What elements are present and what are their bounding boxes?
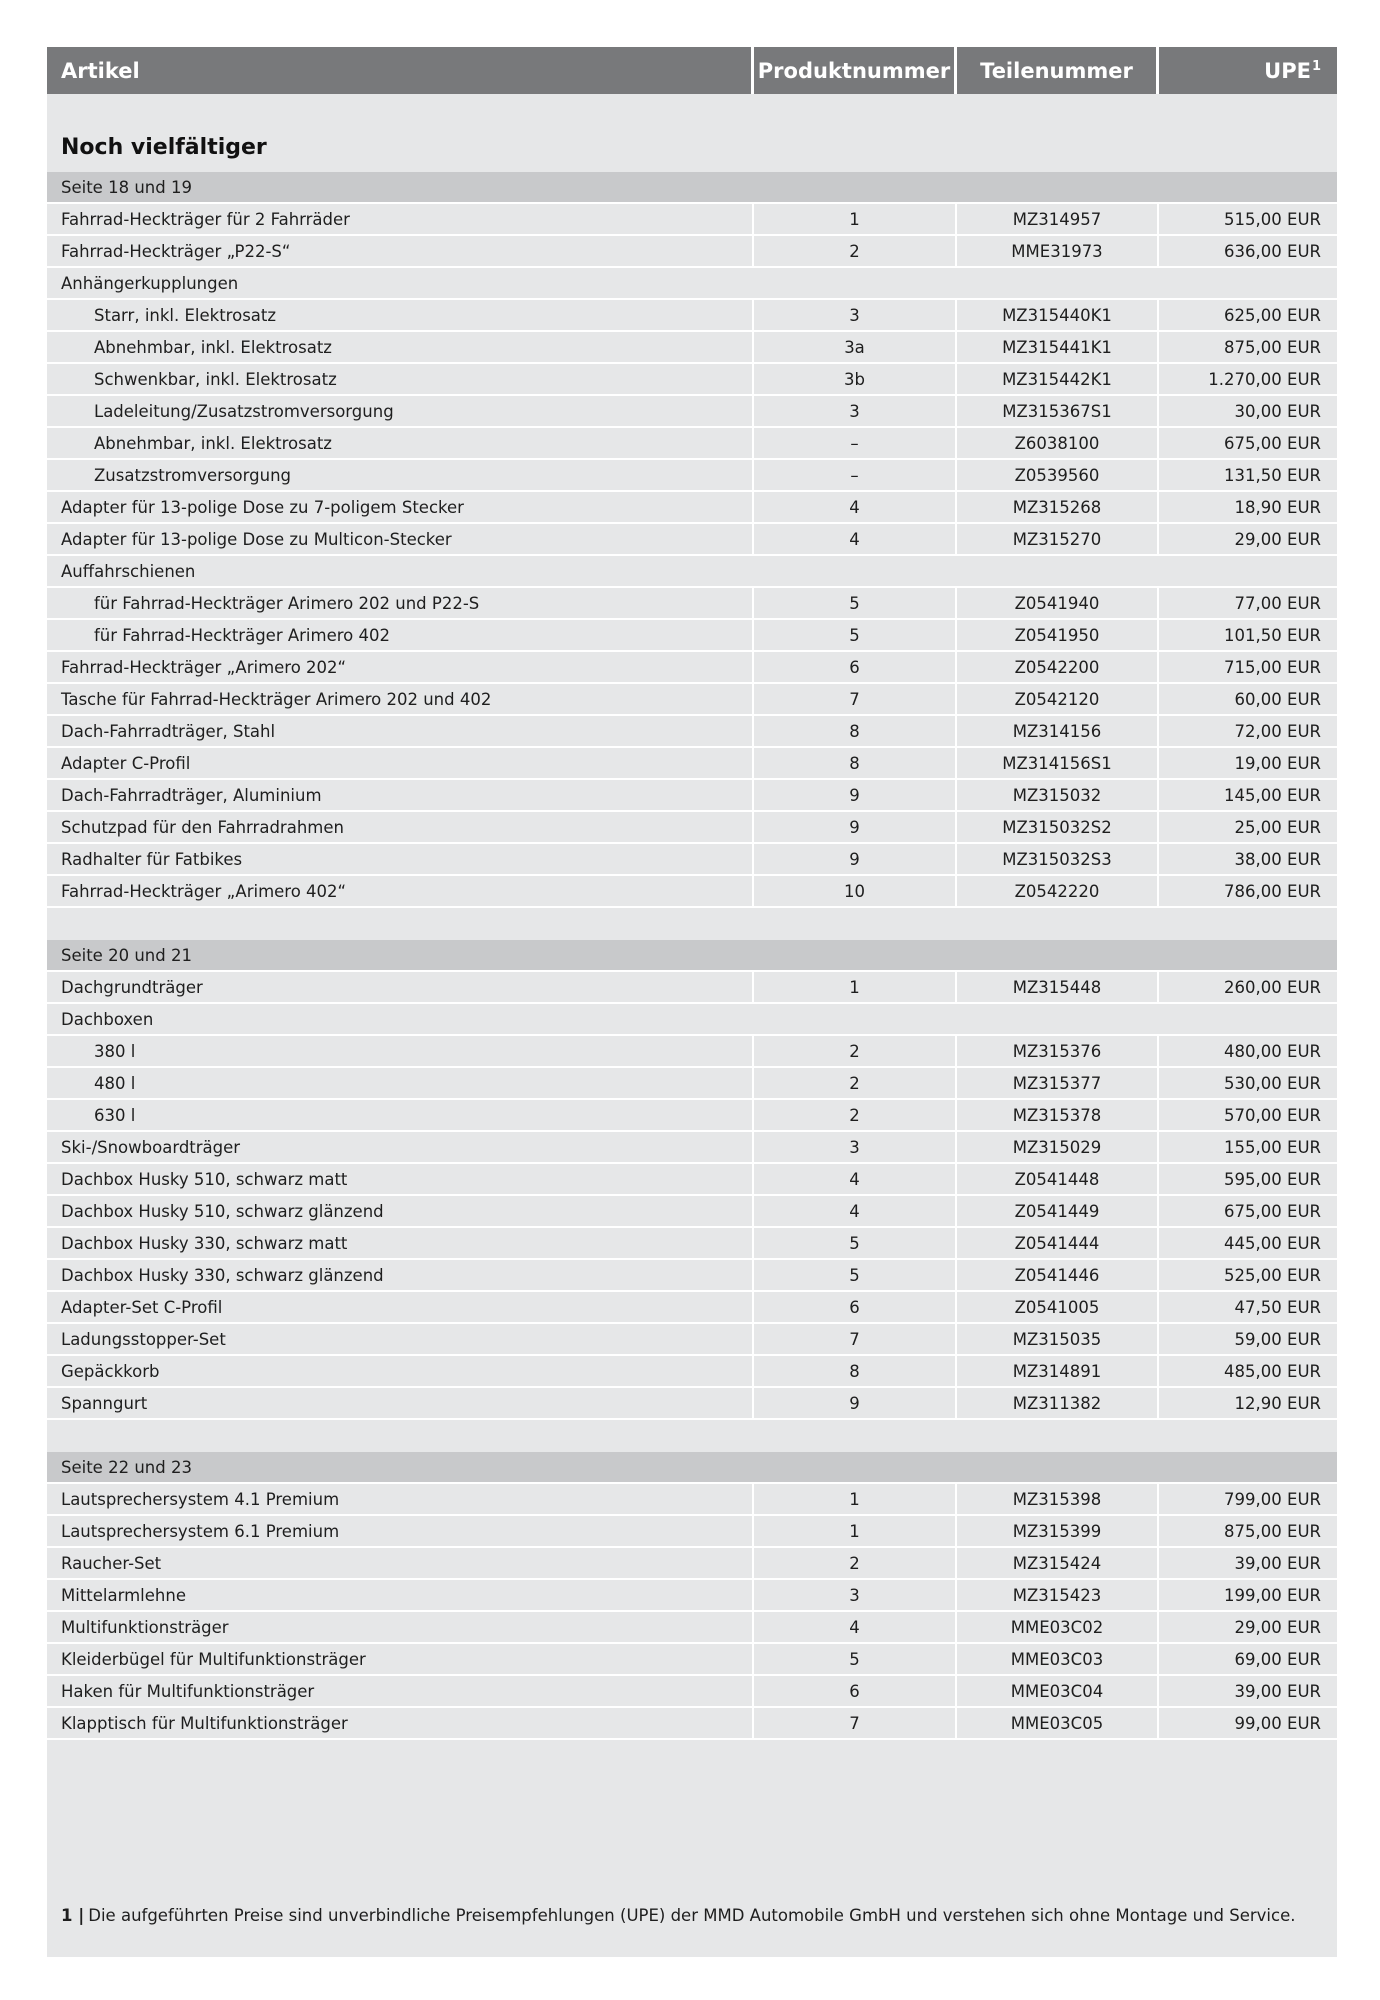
table-row	[47, 300, 1337, 332]
cell-artikel: Ladeleitung/Zusatzstromversorgung	[47, 396, 754, 426]
table-row	[47, 1548, 1337, 1580]
section-heading: Seite 22 und 23	[47, 1452, 1337, 1484]
header-upe-label: UPE	[1264, 58, 1311, 83]
sections-container	[47, 172, 1337, 1740]
cell-teilenummer: MZ315029	[957, 1132, 1159, 1162]
cell-produktnummer: 1	[754, 1516, 957, 1546]
cell-teilenummer: Z0541449	[957, 1196, 1159, 1226]
cell-teilenummer: MZ315032S3	[957, 844, 1159, 874]
cell-produktnummer: 9	[754, 844, 957, 874]
header-upe-footnote-mark: 1	[1311, 59, 1321, 74]
cell-artikel: Tasche für Fahrrad-Heckträger Arimero 202 und 402	[47, 684, 754, 714]
table-row	[47, 620, 1337, 652]
cell-upe: 675,00 EUR	[1224, 1201, 1321, 1221]
table-row	[47, 972, 1337, 1004]
cell-teilenummer: MZ315376	[957, 1036, 1159, 1066]
cell-upe: 485,00 EUR	[1224, 1361, 1321, 1381]
cell-upe: 595,00 EUR	[1224, 1169, 1321, 1189]
cell-artikel: Adapter-Set C-Profil	[47, 1292, 754, 1322]
cell-artikel: für Fahrrad-Heckträger Arimero 402	[47, 620, 754, 650]
cell-upe: 47,50 EUR	[1234, 1297, 1321, 1317]
cell-artikel: Spanngurt	[47, 1388, 754, 1418]
cell-artikel: 630 l	[47, 1100, 754, 1130]
cell-produktnummer: 7	[754, 684, 957, 714]
table-row	[47, 1292, 1337, 1324]
cell-teilenummer: MZ315378	[957, 1100, 1159, 1130]
table-row	[47, 204, 1337, 236]
cell-artikel: Ski-/Snowboardträger	[47, 1132, 754, 1162]
cell-artikel: Ladungsstopper-Set	[47, 1324, 754, 1354]
cell-teilenummer: MZ315423	[957, 1580, 1159, 1610]
cell-upe: 59,00 EUR	[1234, 1329, 1321, 1349]
cell-teilenummer: MME03C05	[957, 1708, 1159, 1738]
cell-artikel: 380 l	[47, 1036, 754, 1066]
table-row	[47, 1708, 1337, 1740]
cell-teilenummer: MZ315268	[957, 492, 1159, 522]
cell-upe: 29,00 EUR	[1234, 529, 1321, 549]
table-row	[47, 396, 1337, 428]
table-row	[47, 1196, 1337, 1228]
table-row	[47, 1356, 1337, 1388]
cell-produktnummer: 1	[754, 204, 957, 234]
cell-artikel: Dachbox Husky 510, schwarz matt	[47, 1164, 754, 1194]
cell-upe: 625,00 EUR	[1224, 305, 1321, 325]
cell-teilenummer: MZ314891	[957, 1356, 1159, 1386]
cell-upe: 39,00 EUR	[1234, 1553, 1321, 1573]
cell-produktnummer: 6	[754, 652, 957, 682]
cell-teilenummer: MZ315035	[957, 1324, 1159, 1354]
cell-teilenummer: Z6038100	[957, 428, 1159, 458]
cell-teilenummer: MZ315440K1	[957, 300, 1159, 330]
cell-produktnummer: 6	[754, 1676, 957, 1706]
cell-produktnummer: 4	[754, 524, 957, 554]
table-row	[47, 1100, 1337, 1132]
table-row	[47, 748, 1337, 780]
cell-produktnummer: 4	[754, 1196, 957, 1226]
table-row	[47, 588, 1337, 620]
table-row	[47, 1388, 1337, 1420]
cell-teilenummer: MME03C03	[957, 1644, 1159, 1674]
cell-teilenummer: MME03C04	[957, 1676, 1159, 1706]
cell-artikel: Kleiderbügel für Multifunktionsträger	[47, 1644, 754, 1674]
section-heading: Seite 20 und 21	[47, 940, 1337, 972]
cell-produktnummer: 8	[754, 748, 957, 778]
cell-upe: 155,00 EUR	[1224, 1137, 1321, 1157]
cell-teilenummer: MZ315367S1	[957, 396, 1159, 426]
cell-artikel: 480 l	[47, 1068, 754, 1098]
footnote-text: Die aufgeführten Preise sind unverbindliche Preisempfehlungen (UPE) der MMD Automobile GmbH und verstehen sich ohne Montage und Service.	[88, 1906, 1296, 1925]
cell-upe: 18,90 EUR	[1234, 497, 1321, 517]
cell-teilenummer: MZ314156	[957, 716, 1159, 746]
table-row	[47, 1228, 1337, 1260]
group-heading: Dachboxen	[47, 1004, 1337, 1036]
table-row	[47, 1644, 1337, 1676]
cell-upe: 675,00 EUR	[1224, 433, 1321, 453]
cell-artikel: Dachgrundträger	[47, 972, 754, 1002]
table-row	[47, 236, 1337, 268]
cell-produktnummer: 8	[754, 1356, 957, 1386]
cell-teilenummer: Z0539560	[957, 460, 1159, 490]
page-title: Noch vielfältiger	[61, 134, 267, 160]
cell-artikel: Dachbox Husky 330, schwarz glänzend	[47, 1260, 754, 1290]
table-row	[47, 1260, 1337, 1292]
cell-artikel: Abnehmbar, inkl. Elektrosatz	[47, 332, 754, 362]
table-row	[47, 1036, 1337, 1068]
table-row	[47, 1676, 1337, 1708]
cell-produktnummer: 2	[754, 1548, 957, 1578]
cell-produktnummer: 10	[754, 876, 957, 906]
table-row	[47, 524, 1337, 556]
header-upe	[1159, 47, 1337, 94]
table-row	[47, 844, 1337, 876]
cell-artikel: Fahrrad-Heckträger „Arimero 202“	[47, 652, 754, 682]
cell-teilenummer: Z0541005	[957, 1292, 1159, 1322]
cell-artikel: Fahrrad-Heckträger „Arimero 402“	[47, 876, 754, 906]
cell-produktnummer: 5	[754, 1644, 957, 1674]
table-row	[47, 716, 1337, 748]
section-spacer	[47, 908, 1337, 940]
table-row	[47, 492, 1337, 524]
cell-produktnummer: 3b	[754, 364, 957, 394]
cell-produktnummer: 5	[754, 588, 957, 618]
cell-produktnummer: 4	[754, 1612, 957, 1642]
cell-produktnummer: 5	[754, 1228, 957, 1258]
cell-upe: 72,00 EUR	[1234, 721, 1321, 741]
group-heading: Auffahrschienen	[47, 556, 1337, 588]
cell-upe: 786,00 EUR	[1224, 881, 1321, 901]
cell-artikel: Fahrrad-Heckträger „P22-S“	[47, 236, 754, 266]
cell-teilenummer: Z0542220	[957, 876, 1159, 906]
cell-upe: 19,00 EUR	[1234, 753, 1321, 773]
table-row	[47, 460, 1337, 492]
footnote-marker: 1 |	[61, 1906, 85, 1925]
cell-teilenummer: Z0541950	[957, 620, 1159, 650]
table-row	[47, 1580, 1337, 1612]
cell-artikel: Dachbox Husky 330, schwarz matt	[47, 1228, 754, 1258]
cell-artikel: Adapter für 13-polige Dose zu 7-poligem Stecker	[47, 492, 754, 522]
cell-teilenummer: MZ315448	[957, 972, 1159, 1002]
cell-produktnummer: 9	[754, 780, 957, 810]
cell-produktnummer: 2	[754, 1100, 957, 1130]
section-heading: Seite 18 und 19	[47, 172, 1337, 204]
group-heading: Anhängerkupplungen	[47, 268, 1337, 300]
table-row	[47, 780, 1337, 812]
section-spacer	[47, 1420, 1337, 1452]
cell-teilenummer: MZ315424	[957, 1548, 1159, 1578]
cell-artikel: Radhalter für Fatbikes	[47, 844, 754, 874]
cell-teilenummer: MZ314156S1	[957, 748, 1159, 778]
table-row	[47, 1612, 1337, 1644]
cell-upe: 799,00 EUR	[1224, 1489, 1321, 1509]
cell-produktnummer: –	[754, 428, 957, 458]
cell-produktnummer: 9	[754, 812, 957, 842]
cell-produktnummer: 3a	[754, 332, 957, 362]
cell-produktnummer: 1	[754, 972, 957, 1002]
cell-artikel: Mittelarmlehne	[47, 1580, 754, 1610]
cell-produktnummer: 1	[754, 1484, 957, 1514]
cell-upe: 39,00 EUR	[1234, 1681, 1321, 1701]
cell-artikel: Dachbox Husky 510, schwarz glänzend	[47, 1196, 754, 1226]
cell-produktnummer: 3	[754, 396, 957, 426]
header-artikel: Artikel	[47, 47, 754, 94]
cell-upe: 145,00 EUR	[1224, 785, 1321, 805]
price-list-sheet	[47, 47, 1337, 1957]
cell-produktnummer: –	[754, 460, 957, 490]
cell-teilenummer: MME03C02	[957, 1612, 1159, 1642]
cell-artikel: Starr, inkl. Elektrosatz	[47, 300, 754, 330]
cell-upe: 38,00 EUR	[1234, 849, 1321, 869]
cell-artikel: Lautsprechersystem 4.1 Premium	[47, 1484, 754, 1514]
cell-produktnummer: 2	[754, 1036, 957, 1066]
table-row	[47, 876, 1337, 908]
cell-teilenummer: MZ315032	[957, 780, 1159, 810]
cell-teilenummer: Z0541446	[957, 1260, 1159, 1290]
table-row	[47, 332, 1337, 364]
table-row	[47, 364, 1337, 396]
cell-teilenummer: MZ311382	[957, 1388, 1159, 1418]
cell-upe: 445,00 EUR	[1224, 1233, 1321, 1253]
cell-artikel: Haken für Multifunktionsträger	[47, 1676, 754, 1706]
cell-artikel: Lautsprechersystem 6.1 Premium	[47, 1516, 754, 1546]
cell-teilenummer: Z0541940	[957, 588, 1159, 618]
cell-upe: 12,90 EUR	[1234, 1393, 1321, 1413]
cell-artikel: Klapptisch für Multifunktionsträger	[47, 1708, 754, 1738]
cell-upe: 530,00 EUR	[1224, 1073, 1321, 1093]
cell-upe: 515,00 EUR	[1224, 209, 1321, 229]
cell-artikel: Zusatzstromversorgung	[47, 460, 754, 490]
cell-teilenummer: MZ315377	[957, 1068, 1159, 1098]
table-row	[47, 428, 1337, 460]
cell-produktnummer: 8	[754, 716, 957, 746]
cell-upe: 25,00 EUR	[1234, 817, 1321, 837]
cell-upe: 199,00 EUR	[1224, 1585, 1321, 1605]
cell-produktnummer: 3	[754, 1132, 957, 1162]
cell-upe: 29,00 EUR	[1234, 1617, 1321, 1637]
cell-produktnummer: 2	[754, 1068, 957, 1098]
cell-upe: 525,00 EUR	[1224, 1265, 1321, 1285]
cell-upe: 715,00 EUR	[1224, 657, 1321, 677]
cell-artikel: Raucher-Set	[47, 1548, 754, 1578]
cell-artikel: Dach-Fahrradträger, Stahl	[47, 716, 754, 746]
cell-upe: 260,00 EUR	[1224, 977, 1321, 997]
header-produktnummer: Produktnummer	[754, 47, 957, 94]
cell-produktnummer: 9	[754, 1388, 957, 1418]
cell-teilenummer: MZ315032S2	[957, 812, 1159, 842]
cell-teilenummer: MZ315442K1	[957, 364, 1159, 394]
table-header	[47, 47, 1337, 94]
cell-artikel: für Fahrrad-Heckträger Arimero 202 und P22-S	[47, 588, 754, 618]
cell-teilenummer: MZ315441K1	[957, 332, 1159, 362]
cell-artikel: Dach-Fahrradträger, Aluminium	[47, 780, 754, 810]
cell-produktnummer: 7	[754, 1324, 957, 1354]
cell-artikel: Fahrrad-Heckträger für 2 Fahrräder	[47, 204, 754, 234]
cell-upe: 30,00 EUR	[1234, 401, 1321, 421]
cell-upe: 636,00 EUR	[1224, 241, 1321, 261]
table-row	[47, 652, 1337, 684]
cell-artikel: Adapter C-Profil	[47, 748, 754, 778]
cell-upe: 480,00 EUR	[1224, 1041, 1321, 1061]
cell-artikel: Schutzpad für den Fahrradrahmen	[47, 812, 754, 842]
cell-artikel: Multifunktionsträger	[47, 1612, 754, 1642]
cell-artikel: Abnehmbar, inkl. Elektrosatz	[47, 428, 754, 458]
table-row	[47, 812, 1337, 844]
cell-produktnummer: 3	[754, 1580, 957, 1610]
cell-produktnummer: 2	[754, 236, 957, 266]
cell-upe: 131,50 EUR	[1224, 465, 1321, 485]
footnote	[61, 1906, 1295, 1925]
cell-upe: 570,00 EUR	[1224, 1105, 1321, 1125]
table-row	[47, 1516, 1337, 1548]
cell-upe: 101,50 EUR	[1224, 625, 1321, 645]
table-row	[47, 1132, 1337, 1164]
cell-produktnummer: 3	[754, 300, 957, 330]
cell-upe: 1.270,00 EUR	[1208, 369, 1321, 389]
header-teilenummer: Teilenummer	[957, 47, 1159, 94]
cell-teilenummer: MZ315270	[957, 524, 1159, 554]
cell-teilenummer: Z0541444	[957, 1228, 1159, 1258]
cell-produktnummer: 5	[754, 620, 957, 650]
table-row	[47, 684, 1337, 716]
cell-artikel: Gepäckkorb	[47, 1356, 754, 1386]
cell-produktnummer: 6	[754, 1292, 957, 1322]
table-row	[47, 1324, 1337, 1356]
cell-upe: 60,00 EUR	[1234, 689, 1321, 709]
cell-produktnummer: 4	[754, 492, 957, 522]
cell-upe: 69,00 EUR	[1234, 1649, 1321, 1669]
cell-artikel: Schwenkbar, inkl. Elektrosatz	[47, 364, 754, 394]
table-row	[47, 1484, 1337, 1516]
cell-teilenummer: MZ314957	[957, 204, 1159, 234]
cell-teilenummer: MZ315398	[957, 1484, 1159, 1514]
cell-upe: 875,00 EUR	[1224, 337, 1321, 357]
cell-produktnummer: 5	[754, 1260, 957, 1290]
cell-teilenummer: Z0541448	[957, 1164, 1159, 1194]
cell-upe: 875,00 EUR	[1224, 1521, 1321, 1541]
table-row	[47, 1068, 1337, 1100]
cell-teilenummer: Z0542200	[957, 652, 1159, 682]
cell-produktnummer: 7	[754, 1708, 957, 1738]
table-row	[47, 1164, 1337, 1196]
cell-artikel: Adapter für 13-polige Dose zu Multicon-Stecker	[47, 524, 754, 554]
cell-teilenummer: MZ315399	[957, 1516, 1159, 1546]
cell-upe: 99,00 EUR	[1234, 1713, 1321, 1733]
cell-teilenummer: MME31973	[957, 236, 1159, 266]
cell-produktnummer: 4	[754, 1164, 957, 1194]
cell-teilenummer: Z0542120	[957, 684, 1159, 714]
cell-upe: 77,00 EUR	[1234, 593, 1321, 613]
